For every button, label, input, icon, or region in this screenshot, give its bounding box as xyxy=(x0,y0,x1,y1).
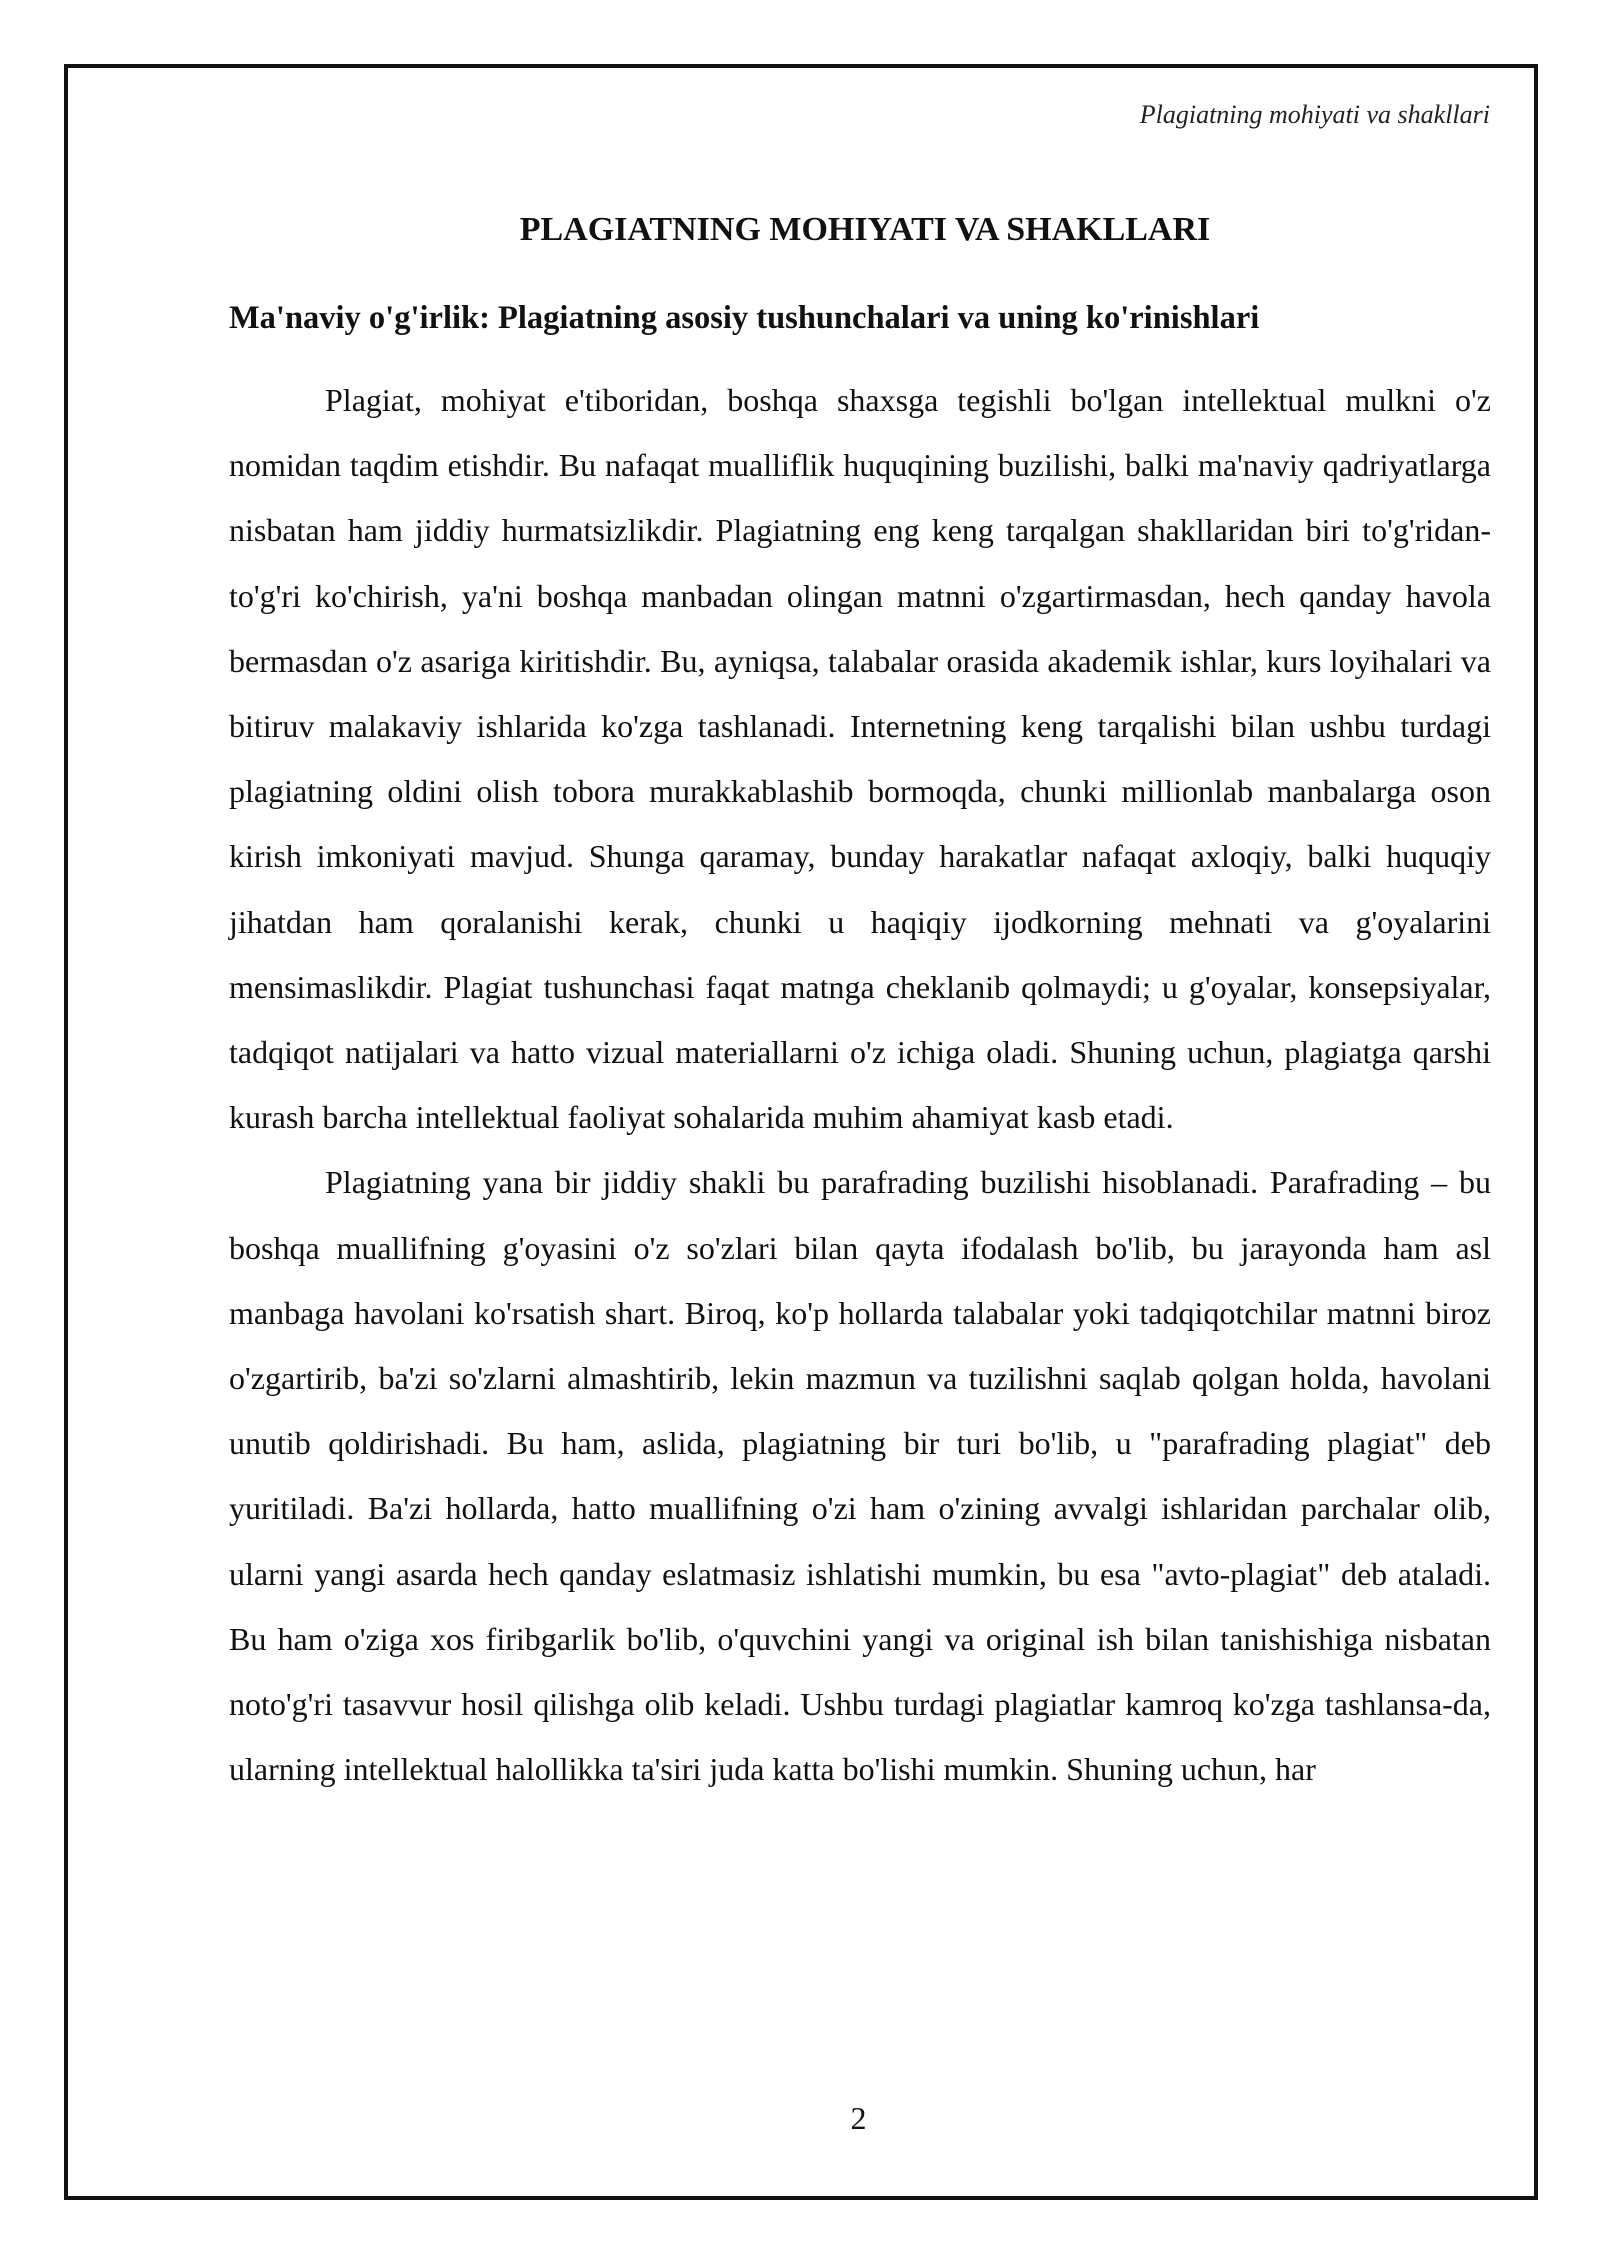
document-title: PLAGIATNING MOHIYATI VA SHAKLLARI xyxy=(519,211,1211,248)
body-paragraph: Plagiat, mohiyat e'tiboridan, boshqa shaxsga tegishli bo'lgan intellektual mulkni o'z nomidan taqdim etishdir. Bu nafaqat mualliflik huquqining buzilishi, balki ma'naviy qadriyatlarga nisbatan ham jiddiy hurmatsizlikdir. Plagiatning eng keng tarqalgan shakllaridan biri to'g'ridan-to'g'ri ko'chirish, ya'ni boshqa manbadan olingan matnni o'zgartirmasdan, hech qanday havola bermasdan o'z asariga kiritishdir. Bu, ayniqsa, talabalar orasida akademik ishlar, kurs loyihalari va bitiruv malakaviy ishlarida ko'zga tashlanadi. Internetning keng tarqalishi bilan ushbu turdagi plagiatning oldini olish tobora murakkablashib bormoqda, chunki millionlab manbalarga oson kirish imkoniyati mavjud. Shunga qaramay, bunday harakatlar nafaqat axloqiy, balki huquqiy jihatdan ham qoralanishi kerak, chunki u haqiqiy ijodkorning mehnati va g'oyalarini mensimaslikdir. Plagiat tushunchasi faqat matnga cheklanib qolmaydi; u g'oyalar, konsepsiyalar, tadqiqot natijalari va hatto vizual materiallarni o'z ichiga oladi. Shuning uchun, plagiatga qarshi kurash barcha intellektual faoliyat sohalarida muhim ahamiyat kasb etadi. xyxy=(229,382,1491,1136)
page-content xyxy=(229,206,1491,1802)
page-number: 2 xyxy=(850,2100,867,2136)
section-heading: Ma'naviy o'g'irlik: Plagiatning asosiy tushunchalari va uning ko'rinishlari xyxy=(229,300,1260,336)
running-header: Plagiatning mohiyati va shakllari xyxy=(1139,100,1490,129)
body-paragraph: Plagiatning yana bir jiddiy shakli bu parafrading buzilishi hisoblanadi. Parafrading – bu boshqa muallifning g'oyasini o'z so'zlari bilan qayta ifodalash bo'lib, bu jarayonda ham asl manbaga havolani ko'rsatish shart. Biroq, ko'p hollarda talabalar yoki tadqiqotchilar matnni biroz o'zgartirib, ba'zi so'zlarni almashtirib, lekin mazmun va tuzilishni saqlab qolgan holda, havolani unutib qoldirishadi. Bu ham, aslida, plagiatning bir turi bo'lib, u "parafrading plagiat" deb yuritiladi. Ba'zi hollarda, hatto muallifning o'zi ham o'zining avvalgi ishlaridan parchalar olib, ularni yangi asarda hech qanday eslatmasiz ishlatishi mumkin, bu esa "avto-plagiat" deb ataladi. Bu ham o'ziga xos firibgarlik bo'lib, o'quvchini yangi va original ish bilan tanishishiga nisbatan noto'g'ri tasavvur hosil qilishga olib keladi. Ushbu turdagi plagiatlar kamroq ko'zga tashlansa-da, ularning intellektual halollikka ta'siri juda katta bo'lishi mumkin. Shuning uchun, har xyxy=(229,1164,1491,1788)
